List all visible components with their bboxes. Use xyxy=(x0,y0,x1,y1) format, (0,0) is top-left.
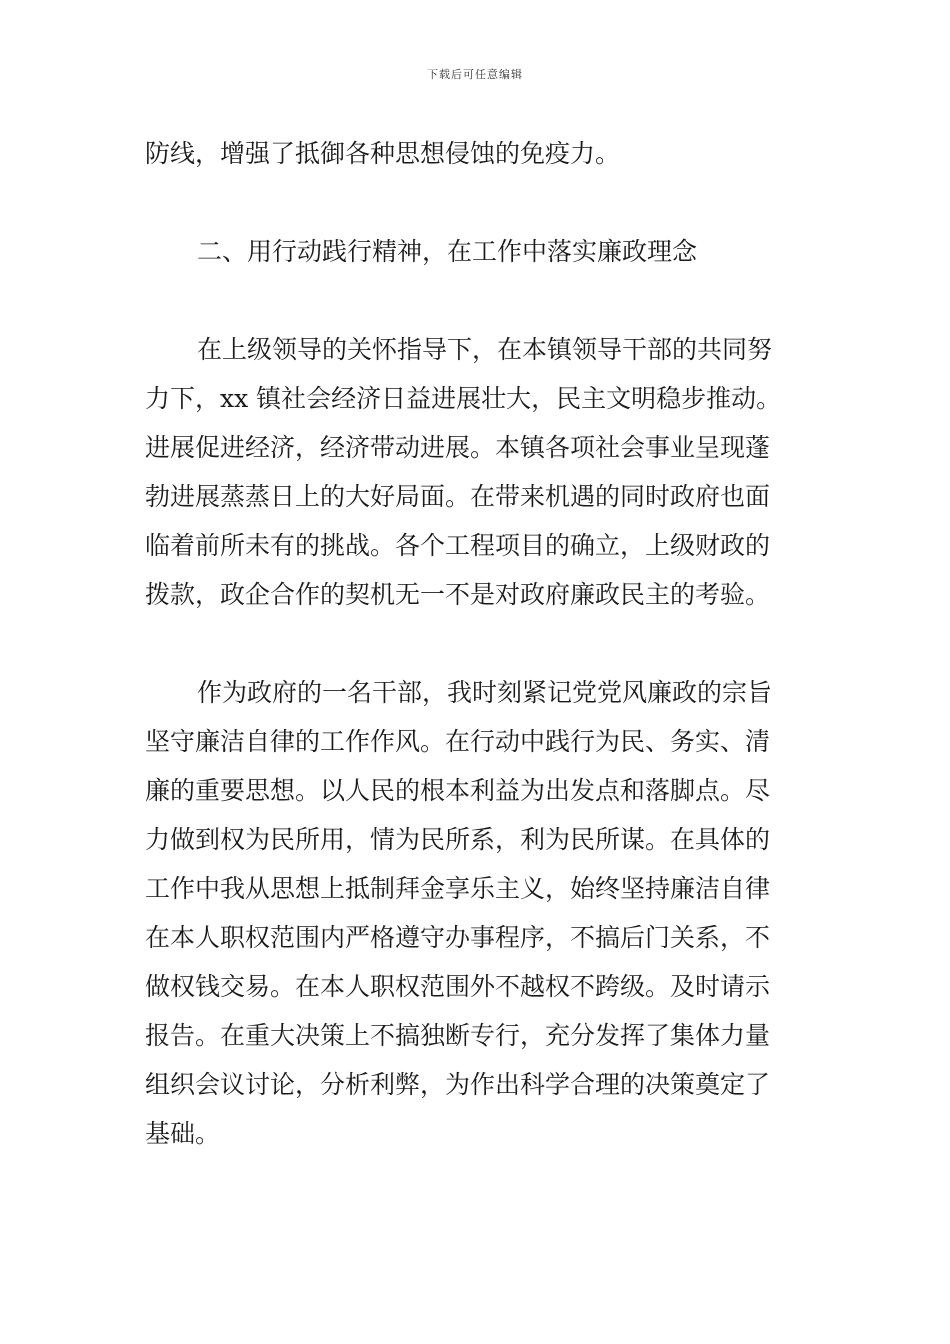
paragraph-4-line: 坚守廉洁自律的工作作风。在行动中践行为民、务实、清 xyxy=(145,727,771,756)
paragraph-4-line: 组织会议讨论，分析利弊，为作出科学合理的决策奠定了 xyxy=(145,1070,771,1099)
paragraph-4-line: 作为政府的一名干部，我时刻紧记党党风廉政的宗旨 xyxy=(197,678,773,707)
paragraph-3-line: 勃进展蒸蒸日上的大好局面。在带来机遇的同时政府也面 xyxy=(145,482,771,511)
paragraph-3-line: 力下，xx 镇社会经济日益进展壮大，民主文明稳步推动。 xyxy=(145,384,782,413)
paragraph-3-line: 临着前所未有的挑战。各个工程项目的确立，上级财政的 xyxy=(145,531,771,560)
paragraph-1-line: 防线，增强了抵御各种思想侵蚀的免疫力。 xyxy=(145,139,621,168)
paragraph-3-line: 在上级领导的关怀指导下，在本镇领导干部的共同努 xyxy=(197,335,773,364)
paragraph-4-line: 在本人职权范围内严格遵守办事程序，不搞后门关系，不 xyxy=(145,923,771,952)
paragraph-4-line: 报告。在重大决策上不搞独断专行，充分发挥了集体力量 xyxy=(145,1021,771,1050)
section-heading: 二、用行动践行精神，在工作中落实廉政理念 xyxy=(197,237,698,266)
paragraph-4-line: 廉的重要思想。以人民的根本利益为出发点和落脚点。尽 xyxy=(145,776,771,805)
paragraph-4-line: 工作中我从思想上抵制拜金享乐主义，始终坚持廉洁自律 xyxy=(145,874,771,903)
paragraph-3-line: 进展促进经济，经济带动进展。本镇各项社会事业呈现蓬 xyxy=(145,433,771,462)
paragraph-3-line: 拨款，政企合作的契机无一不是对政府廉政民主的考验。 xyxy=(145,580,771,609)
page-header-note: 下载后可任意编辑 xyxy=(427,68,523,81)
document-body xyxy=(145,129,810,1158)
paragraph-4-line: 做权钱交易。在本人职权范围外不越权不跨级。及时请示 xyxy=(145,972,771,1001)
paragraph-4-line: 基础。 xyxy=(145,1119,221,1148)
paragraph-4-line: 力做到权为民所用，情为民所系，利为民所谋。在具体的 xyxy=(145,825,771,854)
